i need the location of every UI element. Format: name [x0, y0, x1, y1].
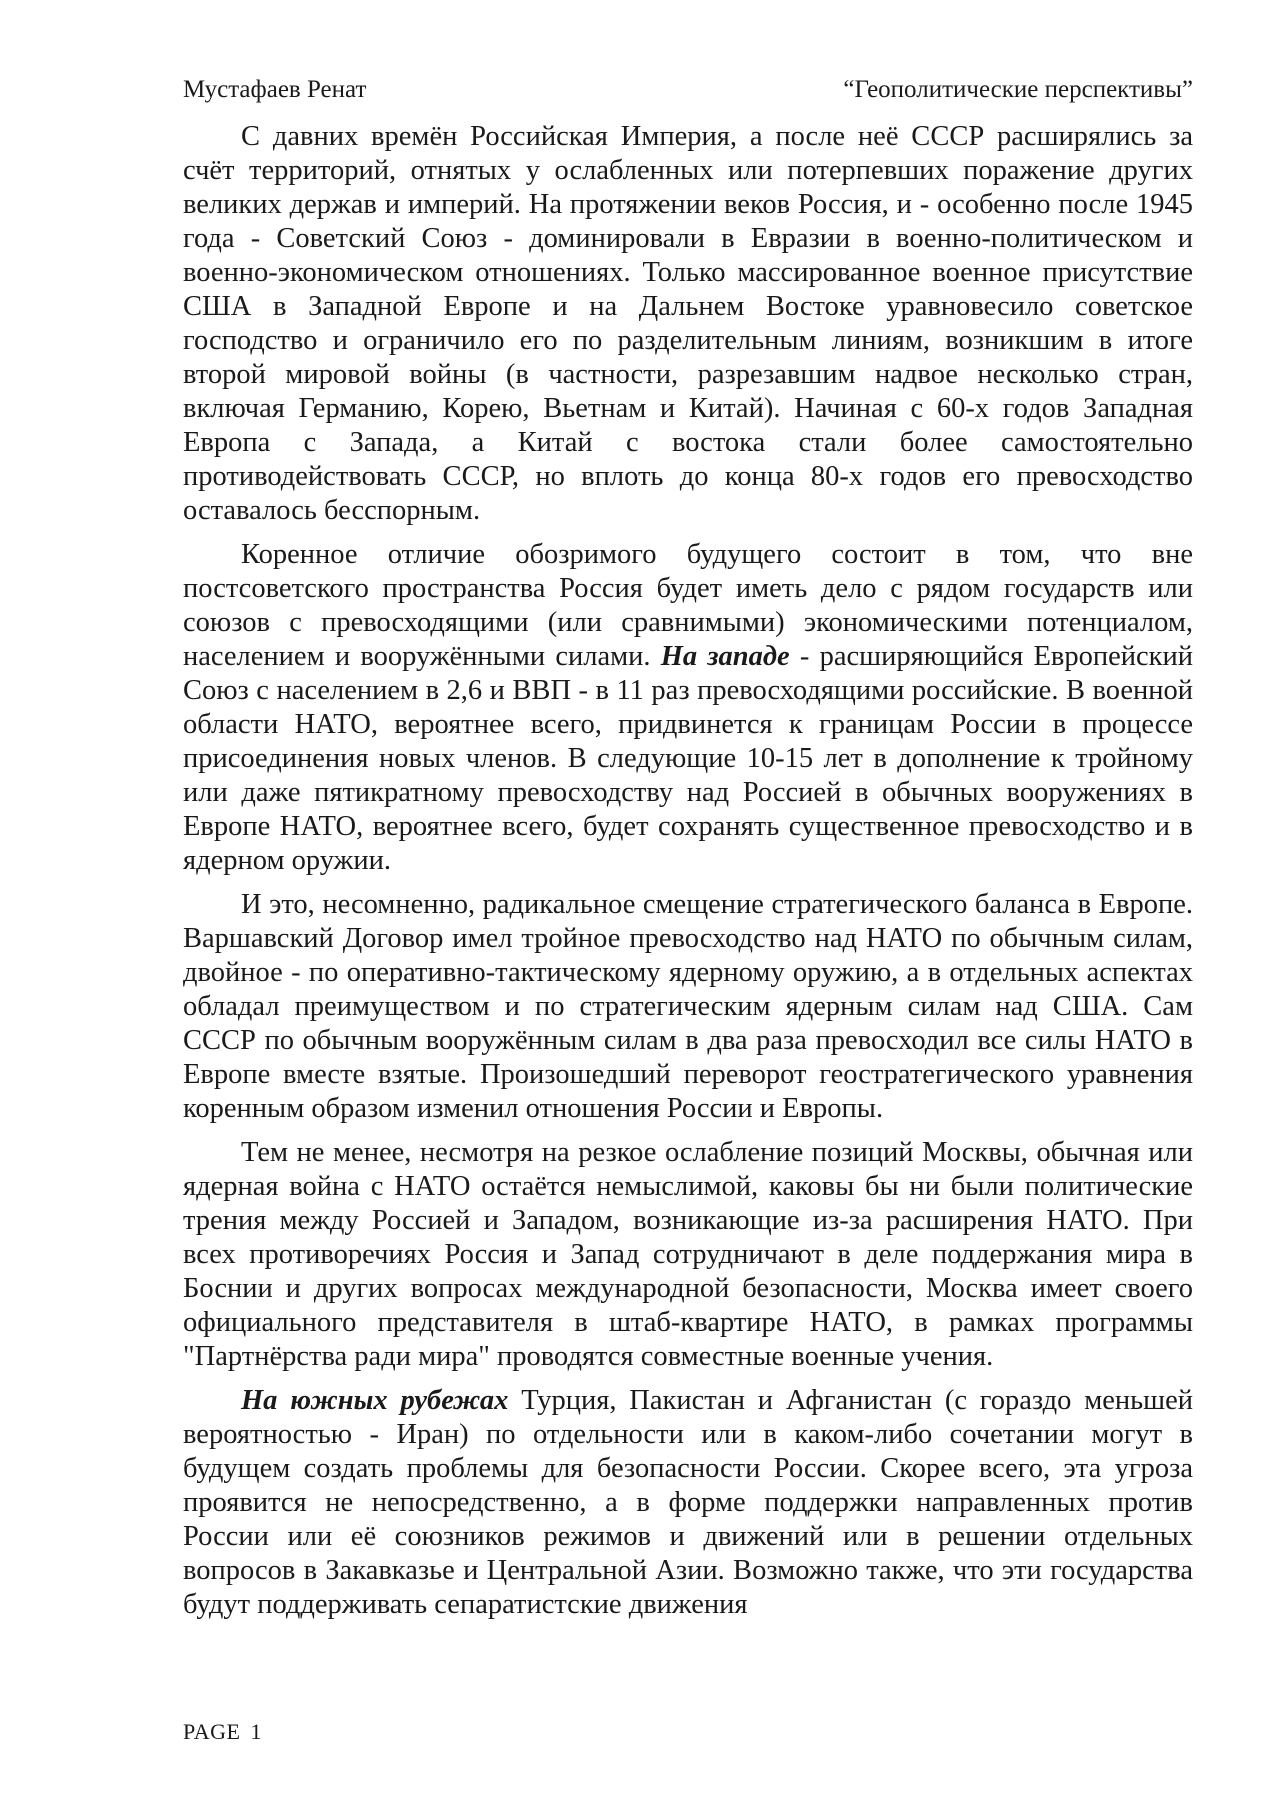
emphasis-na-zapade: На западе	[660, 641, 790, 672]
paragraph-4: Тем не менее, несмотря на резкое ослабление позиций Москвы, обычная или ядерная война с НАТО остаётся немыслимой, каковы бы ни были политические трения между Россией и Западом, возникающие из-за расширения НАТО. При всех противоречиях Россия и Запад сотрудничают в деле поддержания мира в Боснии и других вопросах международной безопасности, Москва имеет своего официального представителя в штаб-квартире НАТО, в рамках программы "Партнёрства ради мира" проводятся совместные военные учения.	[183, 1137, 1193, 1372]
paragraph-5	[183, 1384, 1193, 1622]
footer-page-number: 1	[250, 1719, 262, 1744]
paragraph-5-after: Турция, Пакистан и Афганистан (с гораздо меньшей вероятностью - Иран) по отдельности или в каком-либо сочетании могут в будущем создать проблемы для безопасности России. Скорее всего, эта угроза проявится не непосредственно, а в форме поддержки направленных против России или её союзников режимов и движений или в решении отдельных вопросов в Закавказье и Центральной Азии. Возможно также, что эти государства будут поддерживать сепаратистские движения	[183, 1385, 1194, 1620]
paragraph-2	[183, 538, 1193, 878]
header-author: Мустафаев Ренат	[183, 76, 367, 103]
page-footer	[183, 1718, 262, 1746]
emphasis-na-yuzhnykh-rubezhakh: На южных рубежах	[241, 1385, 509, 1416]
document-body	[183, 120, 1193, 1632]
header-title: “Геополитические перспективы”	[843, 76, 1193, 103]
footer-page-label: PAGE	[183, 1719, 241, 1744]
paragraph-3: И это, несомненно, радикальное смещение стратегического баланса в Европе. Варшавский Договор имел тройное превосходство над НАТО по обычным силам, двойное - по оперативно-тактическому ядерному оружию, а в отдельных аспектах обладал преимуществом и по стратегическим ядерным силам над США. Сам СССР по обычным вооружённым силам в два раза превосходил все силы НАТО в Европе вместе взятые. Произошедший переворот геостратегического уравнения коренным образом изменил отношения России и Европы.	[183, 889, 1193, 1124]
page-header	[183, 74, 1193, 106]
paragraph-2-before: Коренное отличие обозримого будущего состоит в том, что вне постсоветского пространства Россия будет иметь дело с рядом государств или союзов с превосходящими (или сравнимыми) экономическими потенциалом, населением и вооружёнными силами.	[183, 539, 1193, 672]
paragraph-2-after: - расширяющийся Европейский Союз с населением в 2,6 и ВВП - в 11 раз превосходящими российские. В военной области НАТО, вероятнее всего, придвинется к границам России в процессе присоединения новых членов. В следующие 10-15 лет в дополнение к тройному или даже пятикратному превосходству над Россией в обычных вооружениях в Европе НАТО, вероятнее всего, будет сохранять существенное превосходство и в ядерном оружии.	[183, 641, 1193, 876]
paragraph-1: С давних времён Российская Империя, а после неё СССР расширялись за счёт территорий, отнятых у ослабленных или потерпевших поражение других великих держав и империй. На протяжении веков Россия, и - особенно после 1945 года - Советский Союз - доминировали в Евразии в военно-политическом и военно-экономическом отношениях. Только массированное военное присутствие США в Западной Европе и на Дальнем Востоке уравновесило советское господство и ограничило его по разделительным линиям, возникшим в итоге второй мировой войны (в частности, разрезавшим надвое несколько стран, включая Германию, Корею, Вьетнам и Китай). Начиная с 60-х годов Западная Европа с Запада, а Китай с востока стали более самостоятельно противодействовать СССР, но вплоть до конца 80-х годов его превосходство оставалось бесспорным.	[183, 121, 1193, 526]
